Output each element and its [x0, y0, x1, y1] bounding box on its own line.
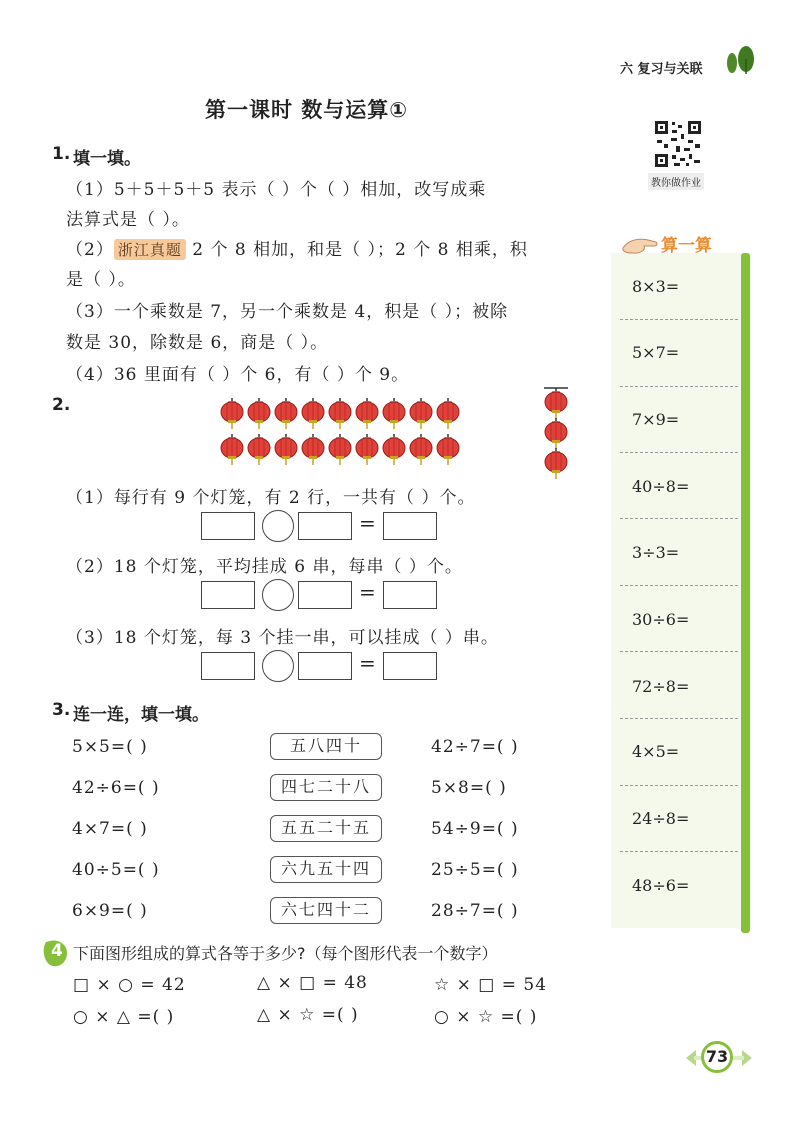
answer-box[interactable]: [383, 512, 437, 540]
q1-line: （3）一个乘数是 7，另一个乘数是 4，积是（ ）；被除: [66, 302, 509, 322]
q3-middle-item[interactable]: 六七四十二: [270, 897, 382, 924]
q3-left-item[interactable]: 40÷5=( ): [72, 860, 160, 880]
q3-right-item[interactable]: 28÷7=( ): [431, 901, 519, 921]
q1-line: （1）5＋5＋5＋5 表示（ ）个（ ）相加，改写成乘: [66, 180, 487, 200]
q1-line: 法算式是（ ）。: [66, 210, 190, 230]
q1-title: 填一填。: [73, 149, 141, 169]
sidebar-problem[interactable]: 8×3=: [632, 277, 680, 296]
source-tag: 浙江真题: [114, 239, 186, 260]
sidebar-problem[interactable]: 48÷6=: [632, 876, 690, 895]
answer-box[interactable]: [298, 581, 352, 609]
qr-code[interactable]: [654, 120, 702, 168]
lantern-row-1: [221, 398, 459, 429]
q3-middle-item[interactable]: 六九五十四: [270, 856, 382, 883]
sidebar-border: [741, 253, 750, 933]
q3-middle-item[interactable]: 五五二十五: [270, 815, 382, 842]
q3-left-item[interactable]: 4×7=( ): [72, 819, 148, 839]
q1-line: （4）36 里面有（ ）个 6，有（ ）个 9。: [66, 365, 410, 385]
divider: [620, 518, 738, 519]
q3-number: 3.: [52, 700, 71, 720]
q1-line-2: [66, 235, 528, 260]
q4-number: 4: [51, 941, 63, 961]
q3-right-item[interactable]: 42÷7=( ): [431, 737, 519, 757]
q4-equation: △ × □ = 48: [257, 973, 368, 993]
q4-answer[interactable]: △ × ☆ =( ): [257, 1005, 359, 1025]
q4-equation: □ × ○ = 42: [73, 975, 186, 995]
divider: [620, 452, 738, 453]
operator-circle[interactable]: [262, 579, 294, 611]
q2-line: （1）每行有 9 个灯笼，有 2 行，一共有（ ）个。: [66, 488, 476, 508]
q3-middle-item[interactable]: 五八四十: [270, 733, 382, 760]
sidebar-problem[interactable]: 3÷3=: [632, 543, 680, 562]
q1-line: 数是 30，除数是 6，商是（ ）。: [66, 333, 329, 353]
q3-left-item[interactable]: 5×5=( ): [72, 737, 148, 757]
q1-line: 是（ ）。: [66, 270, 136, 290]
divider: [620, 851, 738, 852]
sidebar-problem[interactable]: 72÷8=: [632, 677, 690, 696]
lantern-row-2: [221, 434, 459, 465]
answer-box[interactable]: [383, 652, 437, 680]
sidebar-title: 算一算: [661, 236, 712, 256]
page-title: 第一课时 数与运算①: [205, 98, 409, 122]
q2-number: 2.: [52, 395, 71, 415]
divider: [620, 785, 738, 786]
operator-circle[interactable]: [262, 650, 294, 682]
divider: [620, 718, 738, 719]
q4-answer[interactable]: ○ × ☆ =( ): [434, 1007, 538, 1027]
sidebar-problem[interactable]: 4×5=: [632, 742, 680, 761]
q3-right-item[interactable]: 5×8=( ): [431, 778, 507, 798]
divider: [620, 319, 738, 320]
leaf-icon: [723, 44, 757, 76]
equals-sign: =: [359, 580, 376, 604]
answer-box[interactable]: [201, 512, 255, 540]
q1-line-2-prefix: （2）: [66, 240, 114, 260]
sidebar-problem[interactable]: 30÷6=: [632, 610, 690, 629]
q2-line: （3）18 个灯笼，每 3 个挂一串，可以挂成（ ）串。: [66, 628, 499, 648]
q3-left-item[interactable]: 42÷6=( ): [72, 778, 160, 798]
q4-answer[interactable]: ○ × △ =( ): [73, 1007, 175, 1027]
divider: [620, 651, 738, 652]
chapter-label: 六 复习与关联: [620, 62, 703, 77]
q4-equation: ☆ × □ = 54: [434, 975, 548, 995]
divider: [620, 585, 738, 586]
q4-title: 下面图形组成的算式各等于多少?（每个图形代表一个数字）: [73, 944, 498, 963]
q1-line-2-text: 2 个 8 相加，和是（ ）；2 个 8 相乘，积: [192, 240, 528, 260]
sidebar-problem[interactable]: 5×7=: [632, 343, 680, 362]
hand-icon: [620, 230, 660, 256]
q1-number: 1.: [52, 144, 71, 164]
answer-box[interactable]: [201, 581, 255, 609]
answer-box[interactable]: [298, 512, 352, 540]
equals-sign: =: [359, 651, 376, 675]
answer-box[interactable]: [383, 581, 437, 609]
q3-right-item[interactable]: 25÷5=( ): [431, 860, 519, 880]
q3-title: 连一连，填一填。: [73, 705, 209, 725]
lantern-string: [544, 388, 568, 479]
sidebar-problem[interactable]: 24÷8=: [632, 809, 690, 828]
divider: [620, 386, 738, 387]
answer-box[interactable]: [298, 652, 352, 680]
operator-circle[interactable]: [262, 510, 294, 542]
q3-right-item[interactable]: 54÷9=( ): [431, 819, 519, 839]
qr-label: 教你做作业: [648, 173, 704, 190]
sidebar-problem[interactable]: 7×9=: [632, 410, 680, 429]
q3-middle-item[interactable]: 四七二十八: [270, 774, 382, 801]
q3-left-item[interactable]: 6×9=( ): [72, 901, 148, 921]
sidebar-problem[interactable]: 40÷8=: [632, 477, 690, 496]
answer-box[interactable]: [201, 652, 255, 680]
q2-line: （2）18 个灯笼，平均挂成 6 串，每串（ ）个。: [66, 557, 463, 577]
equals-sign: =: [359, 511, 376, 535]
lantern-illustration: [212, 386, 582, 482]
page-number: 73: [701, 1041, 733, 1073]
